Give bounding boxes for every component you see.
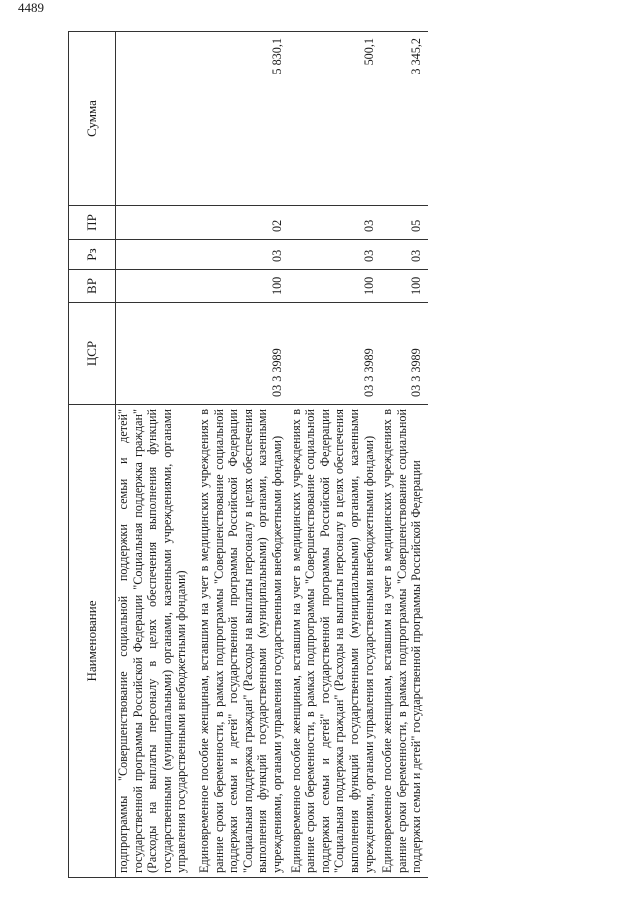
cell-vr: 100	[289, 270, 381, 303]
cell-csr: 03 3 3989	[289, 303, 381, 405]
table-row	[116, 32, 197, 878]
cell-pr	[116, 206, 197, 240]
column-header-name: Наименование	[69, 405, 116, 878]
cell-rz: 03	[289, 240, 381, 270]
table-row	[289, 32, 381, 878]
table-row	[380, 32, 428, 878]
cell-rz: 03	[197, 240, 289, 270]
cell-csr: 03 3 3989	[380, 303, 428, 405]
cell-sum: 3 345,2	[380, 32, 428, 206]
cell-sum: 5 830,1	[197, 32, 289, 206]
page-number: 4489	[18, 0, 44, 15]
cell-pr: 03	[289, 206, 381, 240]
column-header-sum: Сумма	[69, 32, 116, 206]
column-header-csr: ЦСР	[69, 303, 116, 405]
cell-pr: 05	[380, 206, 428, 240]
cell-rz	[116, 240, 197, 270]
cell-name: подпрограммы "Совершенствование социальной поддержки семьи и детей" государственной программы Российской Федерации "Социальная поддержка граждан" (Расходы на выплаты персоналу в целях обеспечения выполнения функций государственными (муниципальными) органами, казенными учреждениями, органами управления государственными внебюджетными фондами)	[116, 405, 197, 878]
table-row	[197, 32, 289, 878]
column-header-pr: ПР	[69, 206, 116, 240]
cell-csr	[116, 303, 197, 405]
cell-name: Единовременное пособие женщинам, вставшим на учет в медицинских учреждениях в ранние сроки беременности, в рамках подпрограммы "Совершенствование социальной поддержки семьи и детей" государственной программы Российской Федерации "Социальная поддержка граждан" (Расходы на выплаты персоналу в целях обеспечения выполнения функций государственными (муниципальными) органами, казенными учреждениями, органами управления государственными внебюджетными фондами)	[289, 405, 381, 878]
cell-name: Единовременное пособие женщинам, вставшим на учет в медицинских учреждениях в ранние сроки беременности, в рамках подпрограммы "Совершенствование социальной поддержки семьи и детей" государственной программы Российской Федерации	[380, 405, 428, 878]
cell-rz: 03	[380, 240, 428, 270]
cell-vr: 100	[380, 270, 428, 303]
cell-sum: 500,1	[289, 32, 381, 206]
column-header-vr: ВР	[69, 270, 116, 303]
cell-name: Единовременное пособие женщинам, вставшим на учет в медицинских учреждениях в ранние сроки беременности, в рамках подпрограммы "Совершенствование социальной поддержки семьи и детей" государственной программы Российской Федерации "Социальная поддержка граждан" (Расходы на выплаты персоналу в целях обеспечения выполнения функций государственными (муниципальными) органами, казенными учреждениями, органами управления государственными внебюджетными фондами)	[197, 405, 289, 878]
budget-table	[68, 31, 428, 878]
table-header-row	[69, 32, 116, 878]
cell-sum	[116, 32, 197, 206]
rotated-page-content	[68, 32, 588, 878]
cell-csr: 03 3 3989	[197, 303, 289, 405]
cell-vr: 100	[197, 270, 289, 303]
cell-pr: 02	[197, 206, 289, 240]
cell-vr	[116, 270, 197, 303]
column-header-rz: Рз	[69, 240, 116, 270]
